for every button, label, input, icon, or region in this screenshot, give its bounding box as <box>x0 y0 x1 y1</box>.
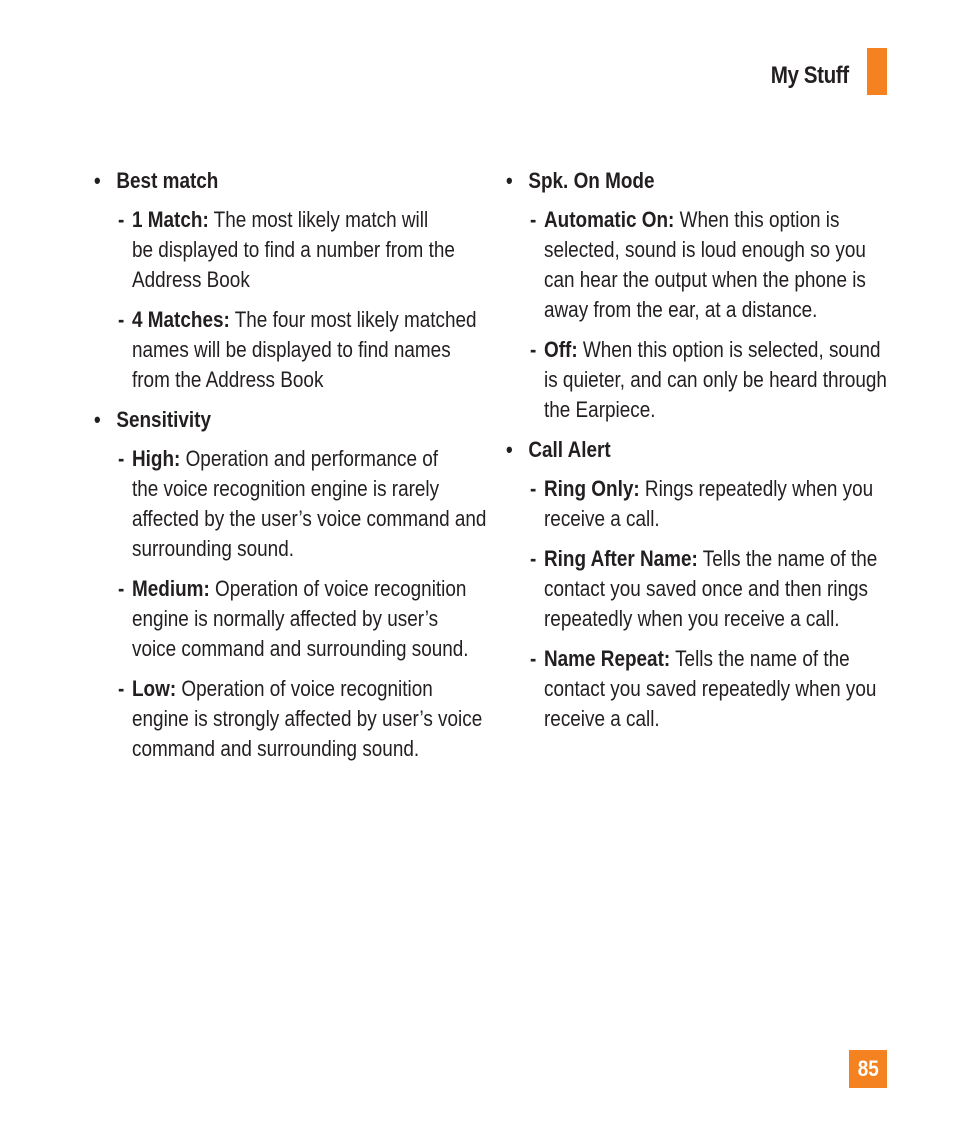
option-description: The most likely match will <box>208 207 429 232</box>
section-tab-marker <box>867 48 887 95</box>
bullet-heading <box>506 166 850 196</box>
option-line <box>544 504 897 534</box>
option-line <box>132 305 485 335</box>
option-line <box>544 474 897 504</box>
option-description: the Earpiece. <box>544 397 656 422</box>
option-description: Tells the name of the <box>697 546 878 571</box>
option-line <box>132 205 485 235</box>
option-line <box>544 265 897 295</box>
option-text <box>544 644 897 734</box>
option-item <box>506 544 906 634</box>
option-text <box>132 205 485 295</box>
option-line <box>132 444 485 474</box>
option-item <box>506 335 906 425</box>
bullet-title: Spk. On Mode <box>528 168 655 193</box>
option-description: from the Address Book <box>132 367 324 392</box>
option-line <box>132 674 485 704</box>
option-line <box>132 534 485 564</box>
bullet-title: Sensitivity <box>116 407 212 432</box>
section-call-alert <box>506 435 906 734</box>
option-line <box>132 734 485 764</box>
dash-marker: - <box>530 646 537 671</box>
bullet-icon: • <box>94 407 101 432</box>
option-description: surrounding sound. <box>132 536 294 561</box>
section-spk-on-mode <box>506 166 906 425</box>
option-line <box>544 604 897 634</box>
option-description: can hear the output when the phone is <box>544 267 866 292</box>
option-description: The four most likely matched <box>229 307 477 332</box>
option-label: Automatic On: <box>544 207 675 232</box>
option-line <box>544 365 897 395</box>
option-description: be displayed to find a number from the <box>132 237 455 262</box>
option-line <box>544 235 897 265</box>
option-line <box>132 235 485 265</box>
option-text <box>132 574 485 664</box>
option-description: Tells the name of the <box>670 646 850 671</box>
option-item <box>94 674 494 764</box>
section-title: My Stuff <box>771 62 849 89</box>
option-text <box>544 205 897 325</box>
option-description: receive a call. <box>544 706 660 731</box>
option-item <box>506 644 906 734</box>
option-line <box>132 574 485 604</box>
option-description: Operation and performance of <box>180 446 439 471</box>
option-line <box>544 544 897 574</box>
option-line <box>544 644 897 674</box>
bullet-icon: • <box>506 168 513 193</box>
option-label: Low: <box>132 676 177 701</box>
section-best-match <box>94 166 494 395</box>
dash-marker: - <box>118 576 125 601</box>
option-label: 4 Matches: <box>132 307 230 332</box>
option-item <box>94 205 494 295</box>
option-description: names will be displayed to find names <box>132 337 451 362</box>
option-description: receive a call. <box>544 506 660 531</box>
dash-marker: - <box>118 676 125 701</box>
option-description: affected by the user’s voice command and <box>132 506 487 531</box>
option-description: command and surrounding sound. <box>132 736 420 761</box>
option-description: When this option is selected, sound <box>577 337 881 362</box>
option-label: High: <box>132 446 181 471</box>
option-text <box>544 474 897 534</box>
option-description: contact you saved once and then rings <box>544 576 868 601</box>
option-description: away from the ear, at a distance. <box>544 297 818 322</box>
dash-marker: - <box>530 337 537 362</box>
option-line <box>132 335 485 365</box>
option-item <box>506 205 906 325</box>
option-line <box>132 504 485 534</box>
option-line <box>132 704 485 734</box>
bullet-title: Best match <box>116 168 219 193</box>
option-label: Off: <box>544 337 578 362</box>
option-description: Address Book <box>132 267 250 292</box>
option-line <box>132 634 485 664</box>
option-description: the voice recognition engine is rarely <box>132 476 440 501</box>
option-text <box>544 335 897 425</box>
dash-marker: - <box>530 546 537 571</box>
option-description: repeatedly when you receive a call. <box>544 606 840 631</box>
option-line <box>544 295 897 325</box>
option-line <box>132 365 485 395</box>
bullet-heading <box>94 405 438 435</box>
option-text <box>544 544 897 634</box>
page-number-badge <box>849 1050 887 1088</box>
bullet-title: Call Alert <box>528 437 611 462</box>
option-description: contact you saved repeatedly when you <box>544 676 877 701</box>
option-line <box>132 604 485 634</box>
option-label: Name Repeat: <box>544 646 671 671</box>
option-line <box>544 674 897 704</box>
option-text <box>132 305 485 395</box>
option-line <box>544 574 897 604</box>
option-line <box>544 704 897 734</box>
option-line <box>132 265 485 295</box>
option-description: Operation of voice recognition <box>209 576 467 601</box>
page-number: 85 <box>857 1056 879 1081</box>
option-description: Operation of voice recognition <box>176 676 433 701</box>
option-description: Rings repeatedly when you <box>639 476 874 501</box>
option-label: 1 Match: <box>132 207 209 232</box>
option-description: selected, sound is loud enough so you <box>544 237 866 262</box>
left-column <box>94 166 494 774</box>
option-label: Ring Only: <box>544 476 640 501</box>
dash-marker: - <box>118 207 125 232</box>
option-text <box>132 444 485 564</box>
option-line <box>544 335 897 365</box>
option-description: is quieter, and can only be heard through <box>544 367 887 392</box>
option-description: When this option is <box>674 207 840 232</box>
option-line <box>544 395 897 425</box>
option-label: Medium: <box>132 576 210 601</box>
option-description: engine is strongly affected by user’s voice <box>132 706 483 731</box>
bullet-heading <box>506 435 850 465</box>
dash-marker: - <box>530 476 537 501</box>
option-line <box>544 205 897 235</box>
option-item <box>94 444 494 564</box>
option-description: engine is normally affected by user’s <box>132 606 439 631</box>
dash-marker: - <box>118 307 125 332</box>
option-item <box>94 305 494 395</box>
right-column <box>506 166 906 744</box>
bullet-heading <box>94 166 438 196</box>
option-line <box>132 474 485 504</box>
bullet-icon: • <box>506 437 513 462</box>
section-sensitivity <box>94 405 494 764</box>
option-text <box>132 674 485 764</box>
dash-marker: - <box>530 207 537 232</box>
option-item <box>506 474 906 534</box>
dash-marker: - <box>118 446 125 471</box>
option-label: Ring After Name: <box>544 546 698 571</box>
bullet-icon: • <box>94 168 101 193</box>
option-description: voice command and surrounding sound. <box>132 636 469 661</box>
option-item <box>94 574 494 664</box>
